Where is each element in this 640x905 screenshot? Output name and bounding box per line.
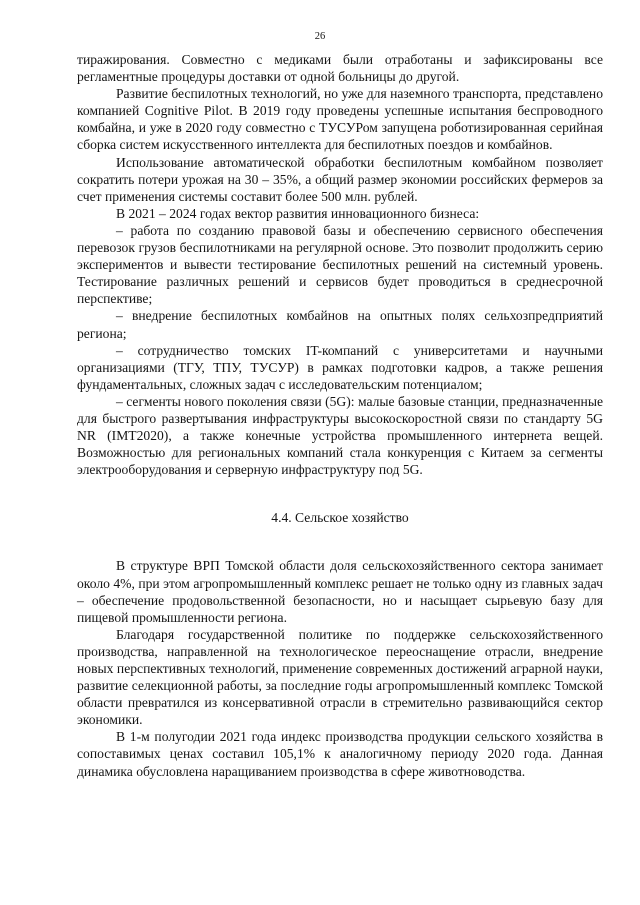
paragraph: В 2021 – 2024 годах вектор развития инновационного бизнеса: <box>116 205 480 221</box>
list-item: – внедрение беспилотных комбайнов на опытных полях сельхозпредприятий региона; <box>77 308 603 341</box>
document-body <box>77 51 603 780</box>
paragraphs-before-section <box>77 51 603 478</box>
paragraph: Использование автоматической обработки беспилотным комбайном позволяет сократить потери урожая на 30 – 35%, а общий размер экономии российских фермеров за счет применения системы составит более 500 млн. рублей. <box>77 154 603 204</box>
paragraph: Благодаря государственной политике по поддержке сельскохозяйственного производства, направленной на технологическое переоснащение отрасли, внедрение новых перспективных технологий, применение современных достижений аграрной науки, развитие селекционной работы, за последние годы агропромышленный комплекс Томской области превратился из консервативной отрасли в стремительно развивающийся сектор экономики. <box>77 626 603 728</box>
list-item: – работа по созданию правовой базы и обеспечению сервисного обеспечения перевозок грузов беспилотниками на регулярной основе. Это позволит продолжить серию экспериментов и вывести тестирование беспилотных решений на системный уровень. Тестирование различных решений и сервисов будет проводиться в среднесрочной перспективе; <box>77 222 603 307</box>
list-item: – сотрудничество томских IT-компаний с университетами и научными организациями (ТГУ, ТПУ, ТУСУР) в рамках подготовки кадров, а также решения фундаментальных, сложных задач с исследовательским потенциалом; <box>77 342 603 392</box>
page-number: 26 <box>314 31 326 42</box>
paragraph: В структуре ВРП Томской области доля сельскохозяйственного сектора занимает около 4%, при этом агропромышленный комплекс решает не только одну из главных задач – обеспечение продовольственной безопасности, но и насыщает сырьевую базу для пищевой промышленности региона. <box>77 558 603 625</box>
list-item: – сегменты нового поколения связи (5G): малые базовые станции, предназначенные для быстрого развертывания инфраструктуры высокоскоростной связи по стандарту 5G NR (IMT2020), а также конечные устройства промышленного интернета вещей. Возможностью для региональных компаний стала конкуренция с Китаем за сегменты электрооборудования и серверную инфраструктуру под 5G. <box>77 393 603 478</box>
paragraph-continued: тиражирования. Совместно с медиками были отработаны и зафиксированы все регламентные процедуры доставки от одной больницы до другой. <box>77 52 603 85</box>
section-title: 4.4. Сельское хозяйство <box>271 510 409 526</box>
paragraph: Развитие беспилотных технологий, но уже для наземного транспорта, представлено компанией Cognitive Pilot. В 2019 году проведены успешные испытания беспроводного комбайна, и уже в 2020 году совместно с ТУСУРом запущена роботизированная серийная сборка систем искусственного интеллекта для беспилотных поездов и комбайнов. <box>77 86 603 153</box>
paragraph: В 1-м полугодии 2021 года индекс производства продукции сельского хозяйства в сопоставимых ценах составил 105,1% к аналогичному периоду 2020 года. Данная динамика обусловлена наращиванием производства в сфере животноводства. <box>77 729 603 779</box>
paragraphs-after-section <box>77 557 603 779</box>
